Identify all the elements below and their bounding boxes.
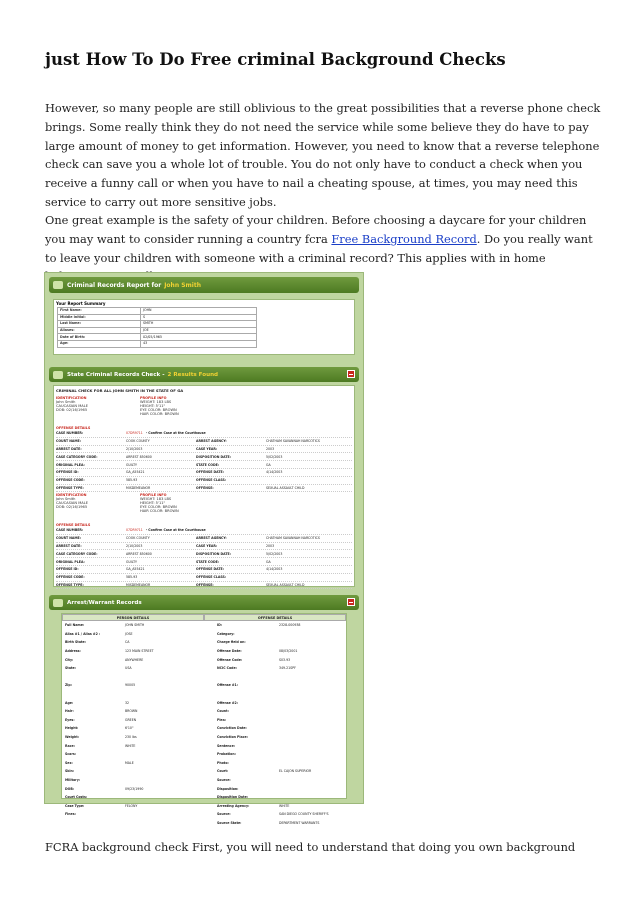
offense-row [56,477,352,485]
warrant-cell: Count: [217,709,229,714]
offense-details-header: OFFENSE DETAILS [204,614,346,621]
warrant-row [62,750,346,759]
warrant-cell: Category: [217,631,235,636]
case-number-value: 07DR9711 [126,528,143,533]
offense-cell: OFFENSE DATE: [196,567,224,572]
warrant-cell: CA [125,640,130,645]
offense-row [56,438,352,446]
warrant-cell: Sex: [65,760,73,765]
offense-cell: COURT NAME: [56,439,81,444]
offense-cell: ARREST AGENCY: [196,439,227,444]
warrant-cell: 32 [125,700,130,705]
warrant-cell: SAN DIEGO COUNTY SHERIFF'S [279,812,329,817]
warrant-cell: 2328-000938 [279,623,301,628]
warrant-cell: State: [65,666,76,671]
warrant-cell: Military: [65,777,81,782]
offense-cell: OFFENSE CLASS: [196,575,227,580]
offense-details-label: OFFENSE DETAILS [56,426,91,430]
confirm-case-text: - Confirm Case at the Courthouse [145,528,206,533]
offense-cell: CASE YEAR: [196,446,218,451]
warrant-cell: Eyes: [65,717,75,722]
warrant-cell: FELONY [125,803,138,808]
warrant-cell: WHITE [279,803,290,808]
offense-cell: 2003 [266,543,275,548]
warrant-row [62,767,346,776]
warrant-cell: Probation: [217,752,236,757]
profile-line: EYE COLOR: BROWN [140,408,177,412]
identification-line: John Smith [56,400,76,404]
summary-row [58,334,257,341]
identification-block [56,396,140,424]
paragraph-3: FCRA background check First, you will need to understand that doing you own background [45,840,576,854]
warrant-row [62,673,346,682]
offense-row [56,543,352,551]
profile-line: WEIGHT: 183 LBS [140,400,172,404]
warrant-cell: DOB: [65,786,75,791]
offense-cell: ARREST 850600 [126,551,152,556]
warrant-cell: Conviction Date: [217,726,247,731]
profile-label: PROFILE INFO [140,493,167,497]
offense-cell: OFFENSE DATE: [196,470,224,475]
confirm-case-text: - Confirm Case at the Courthouse [145,431,206,436]
warrant-cell: Arresting Agency: [217,803,250,808]
offense-cell: 5/02/2003 [266,454,283,459]
case-number-row [56,527,352,535]
offense-row [56,566,352,574]
offense-cell: DISPOSITION DATE: [196,454,231,459]
offense-cell: GA_A55421 [126,470,145,475]
warrant-cell: USA [125,666,132,671]
offense-cell: GUILTY [126,559,137,564]
offense-cell: ARREST 850600 [126,454,152,459]
offense-row [56,485,352,493]
summary-key: First Name: [58,308,141,315]
warrant-cell: ANYWHERE [125,657,144,662]
identification-block [56,493,140,521]
criminal-record-2 [56,493,352,589]
warrant-cell: GREEN [125,717,137,722]
warrant-cell: Birth State: [65,640,86,645]
summary-row [58,314,257,321]
warrant-cell: 6'10" [125,726,134,731]
warrant-cell: Plea: [217,717,227,722]
criminal-record-1 [56,396,352,492]
offense-cell: CHATHAM SAVANNAH NARCOTICS [266,439,320,444]
offense-cell: OFFENSE ID: [56,567,79,572]
offense-row [56,582,352,590]
warrant-row [62,819,346,828]
case-number-label: CASE NUMBER: [56,431,84,436]
warrant-cell: Photo: [217,760,229,765]
warrant-cell: MALE [125,760,134,765]
profile-label: PROFILE INFO [140,396,167,400]
offense-cell: CASE YEAR: [196,543,218,548]
warrant-cell: BROWN [125,709,138,714]
offense-cell: SEXUAL ASSAULT CHILD [266,582,305,587]
summary-row [58,308,257,315]
offense-cell: COURT NAME: [56,536,81,541]
warrant-cell: EL CAJON SUPERIOR [279,769,312,774]
offense-cell: 2003 [266,446,275,451]
offense-cell: 4/14/2003 [266,470,283,475]
summary-value: 02/05/1965 [141,334,257,341]
warrant-cell: Scars: [65,752,77,757]
warrant-cell: Hair: [65,709,74,714]
offense-cell: 5/02/2003 [266,551,283,556]
summary-key: Middle Initial: [58,314,141,321]
warrant-cell: DEPARTMENT WARRANTS [279,820,320,825]
offense-cell: 585-93 [126,478,138,483]
warrant-row [62,630,346,639]
paragraph-1: However, so many people are still oblivious to the great possibilities that a reverse phone check brings. Some really think they do not need the service while some believe they do have to pay large amount of money to get information. However, you need to know that a reverse telephone check can save you a whole lot of trouble. You do not only have to conduct a check when you receive a funny call or when you have to nail a cheating spouse, at times, you may need this service to carry out more sensitive jobs. [45,101,601,209]
warrant-panel [61,613,347,825]
warrant-row [62,801,346,810]
state-records-panel [53,385,355,587]
warrant-row [62,716,346,725]
warrant-cell: Disposition Date: [217,795,249,800]
warrant-row [62,759,346,768]
warrant-row [62,698,346,707]
identification-label: IDENTIFICATION [56,493,87,497]
warrant-cell: 90005 [125,683,136,688]
offense-row [56,469,352,477]
warrant-cell: S03.93 [279,657,291,662]
summary-value: 43 [141,340,257,347]
summary-row [58,340,257,347]
warrant-row [62,793,346,802]
identification-label: IDENTIFICATION [56,396,87,400]
summary-key: Aliases: [58,327,141,334]
person-details-header: PERSON DETAILS [62,614,204,621]
warrant-title: Arrest/Warrant Records [67,599,142,606]
warrant-cell: WHITE [125,743,136,748]
warrant-cell: JOHN SMITH [125,623,145,628]
collapse-icon[interactable] [347,370,355,378]
offense-cell: COOK COUNTY [126,439,150,444]
warrant-row [62,647,346,656]
offense-cell: ARREST AGENCY: [196,536,227,541]
profile-block [140,493,179,521]
offense-cell: GA [266,462,271,467]
offense-row [56,550,352,558]
warrant-cell: Age: [65,700,74,705]
warrant-cell: 09/23/1990 [125,786,144,791]
warrant-cell: Offense #2: [217,700,239,705]
warrant-cell: Fines: [65,812,76,817]
offense-cell: 2/10/2003 [126,543,143,548]
offense-cell: COOK COUNTY [126,536,150,541]
warrant-row [62,621,346,630]
offense-row [56,453,352,461]
summary-value: JOE [141,327,257,334]
offense-cell: OFFENSE ID: [56,470,79,475]
warrant-row [62,776,346,785]
profile-line: HEIGHT: 5'11" [140,501,166,505]
profile-line: HAIR COLOR: BROWN [140,509,179,513]
warrant-cell: JOSE [125,631,133,636]
case-number-label: CASE NUMBER: [56,528,84,533]
offense-cell: ARREST DATE: [56,446,82,451]
offense-cell: OFFENSE: [196,582,214,587]
summary-key: Last Name: [58,321,141,328]
identification-line: DOB: 02/16/1965 [56,408,88,412]
summary-key: Date of Birth: [58,334,141,341]
offense-cell: OFFENSE: [196,485,214,490]
summary-title: Your Report Summary [56,301,106,306]
summary-row [58,327,257,334]
warrant-cell: 230 lbs [125,735,137,740]
report-header-title: Criminal Records Report for [67,281,162,289]
warrant-columns [62,614,346,621]
warrant-row [62,810,346,819]
offense-cell: ORIGINAL PLEA: [56,462,85,467]
warrant-cell: Source State: [217,820,242,825]
warrant-cell: Sentence: [217,743,236,748]
warrant-cell: Address: [65,649,81,654]
warrant-cell: 08/03/2001 [279,649,298,654]
warrant-row [62,707,346,716]
warrant-cell: Disposition: [217,786,239,791]
criminal-report-screenshot [44,272,364,825]
identification-line: CAUCASIAN MALE [56,404,89,408]
offense-row [56,446,352,454]
paragraph-2-after: . Do you really want to leave your children with someone with a criminal record? This applies with in home [45,231,593,265]
offense-details-label: OFFENSE DETAILS [56,523,91,527]
warrant-row [62,690,346,699]
warrant-row [62,655,346,664]
warrant-row [62,724,346,733]
offense-row [56,574,352,582]
identification-line: John Smith [56,497,76,501]
case-number-row [56,430,352,438]
warrant-cell: Offense Date: [217,649,242,654]
offense-cell: GA [266,559,271,564]
warrant-cell: Court Costs: [65,795,88,800]
warrant-cell: Case Type: [65,803,85,808]
profile-line: HEIGHT: 5'11" [140,404,166,408]
warrant-cell: Full Name: [65,623,85,628]
warrant-cell: Offense #1: [217,683,239,688]
offense-cell: CASE CATEGORY CODE: [56,454,98,459]
state-records-icon [53,371,63,379]
warrant-cell: Height: [65,726,79,731]
warrant-cell: ID: [217,623,223,628]
profile-block [140,396,179,424]
offense-cell: MISDEMEANOR [126,485,151,490]
criminal-check-heading: CRIMINAL CHECK FOR ALL JOHN SMITH IN THE STATE OF GA [56,388,184,393]
offense-cell: CHATHAM SAVANNAH NARCOTICS [266,536,320,541]
warrant-cell: Conviction Place: [217,735,248,740]
report-header-name: John Smith [164,281,201,289]
offense-cell: 2/10/2003 [126,446,143,451]
paragraph-2-before: One great example is the safety of your children. Before choosing a daycare for your children you may want to consider running a country fcra [45,213,587,246]
offense-cell: GA_A55421 [126,567,145,572]
report-header [49,277,359,293]
warrant-cell: Offense Code: [217,657,243,662]
offense-cell: 4/14/2003 [266,567,283,572]
summary-value: S [141,314,257,321]
offense-cell: CASE CATEGORY CODE: [56,551,98,556]
report-summary [53,299,355,355]
offense-cell: OFFENSE CODE: [56,575,85,580]
warrant-row [62,681,346,690]
offense-cell: OFFENSE TYPE: [56,582,84,587]
warrant-cell: 349.21SPF [279,666,296,671]
summary-table [57,307,257,348]
warrant-cell: Alias #1 / Alias #2 : [65,631,101,636]
offense-cell: GUILTY [126,462,137,467]
warrant-row [62,741,346,750]
state-records-title: State Criminal Records Check - [67,371,165,378]
warrant-cell: Zip: [65,683,72,688]
offense-cell: STATE CODE: [196,462,220,467]
offense-cell: ORIGINAL PLEA: [56,559,85,564]
article-title: just How To Do Free criminal Background Checks [45,50,506,69]
report-logo-icon [53,281,63,289]
offense-cell: OFFENSE CLASS: [196,478,227,483]
warrant-header [49,595,359,610]
offense-cell: MISDEMEANOR [126,582,151,587]
summary-key: Age: [58,340,141,347]
warrant-row [62,784,346,793]
state-records-results: 2 Results Found [167,371,219,378]
identification-line: DOB: 02/16/1965 [56,505,88,509]
state-records-header [49,367,359,382]
warrant-icon [53,599,63,607]
offense-row [56,535,352,543]
warrant-cell: Court: [217,769,229,774]
offense-cell: 585-93 [126,575,138,580]
offense-cell: OFFENSE CODE: [56,478,85,483]
free-background-record-link[interactable]: Free Background Record [331,231,477,246]
offense-row [56,558,352,566]
offense-cell: OFFENSE TYPE: [56,485,84,490]
offense-cell: ARREST DATE: [56,543,82,548]
warrant-cell: Source: [217,777,231,782]
warrant-row [62,733,346,742]
warrant-row [62,664,346,673]
warrant-cell: Race: [65,743,75,748]
identification-line: CAUCASIAN MALE [56,501,89,505]
warrant-cell: City: [65,657,74,662]
summary-value: SMITH [141,321,257,328]
warrant-rows [62,621,346,827]
warrant-cell: Skin: [65,769,75,774]
summary-row [58,321,257,328]
warrant-cell: Weight: [65,735,80,740]
summary-value: JOHN [141,308,257,315]
case-number-value: 07DR9711 [126,431,143,436]
collapse-icon[interactable] [347,598,355,606]
offense-cell: DISPOSITION DATE: [196,551,231,556]
warrant-cell: 123 MAIN STREET [125,649,154,654]
profile-line: EYE COLOR: BROWN [140,505,177,509]
profile-line: HAIR COLOR: BROWN [140,412,179,416]
offense-row [56,461,352,469]
warrant-cell: Charge field on: [217,640,246,645]
warrant-cell: NCIC Code: [217,666,237,671]
offense-cell: STATE CODE: [196,559,220,564]
warrant-row [62,638,346,647]
warrant-cell: Source: [217,812,231,817]
offense-cell: SEXUAL ASSAULT CHILD [266,485,305,490]
profile-line: WEIGHT: 183 LBS [140,497,172,501]
